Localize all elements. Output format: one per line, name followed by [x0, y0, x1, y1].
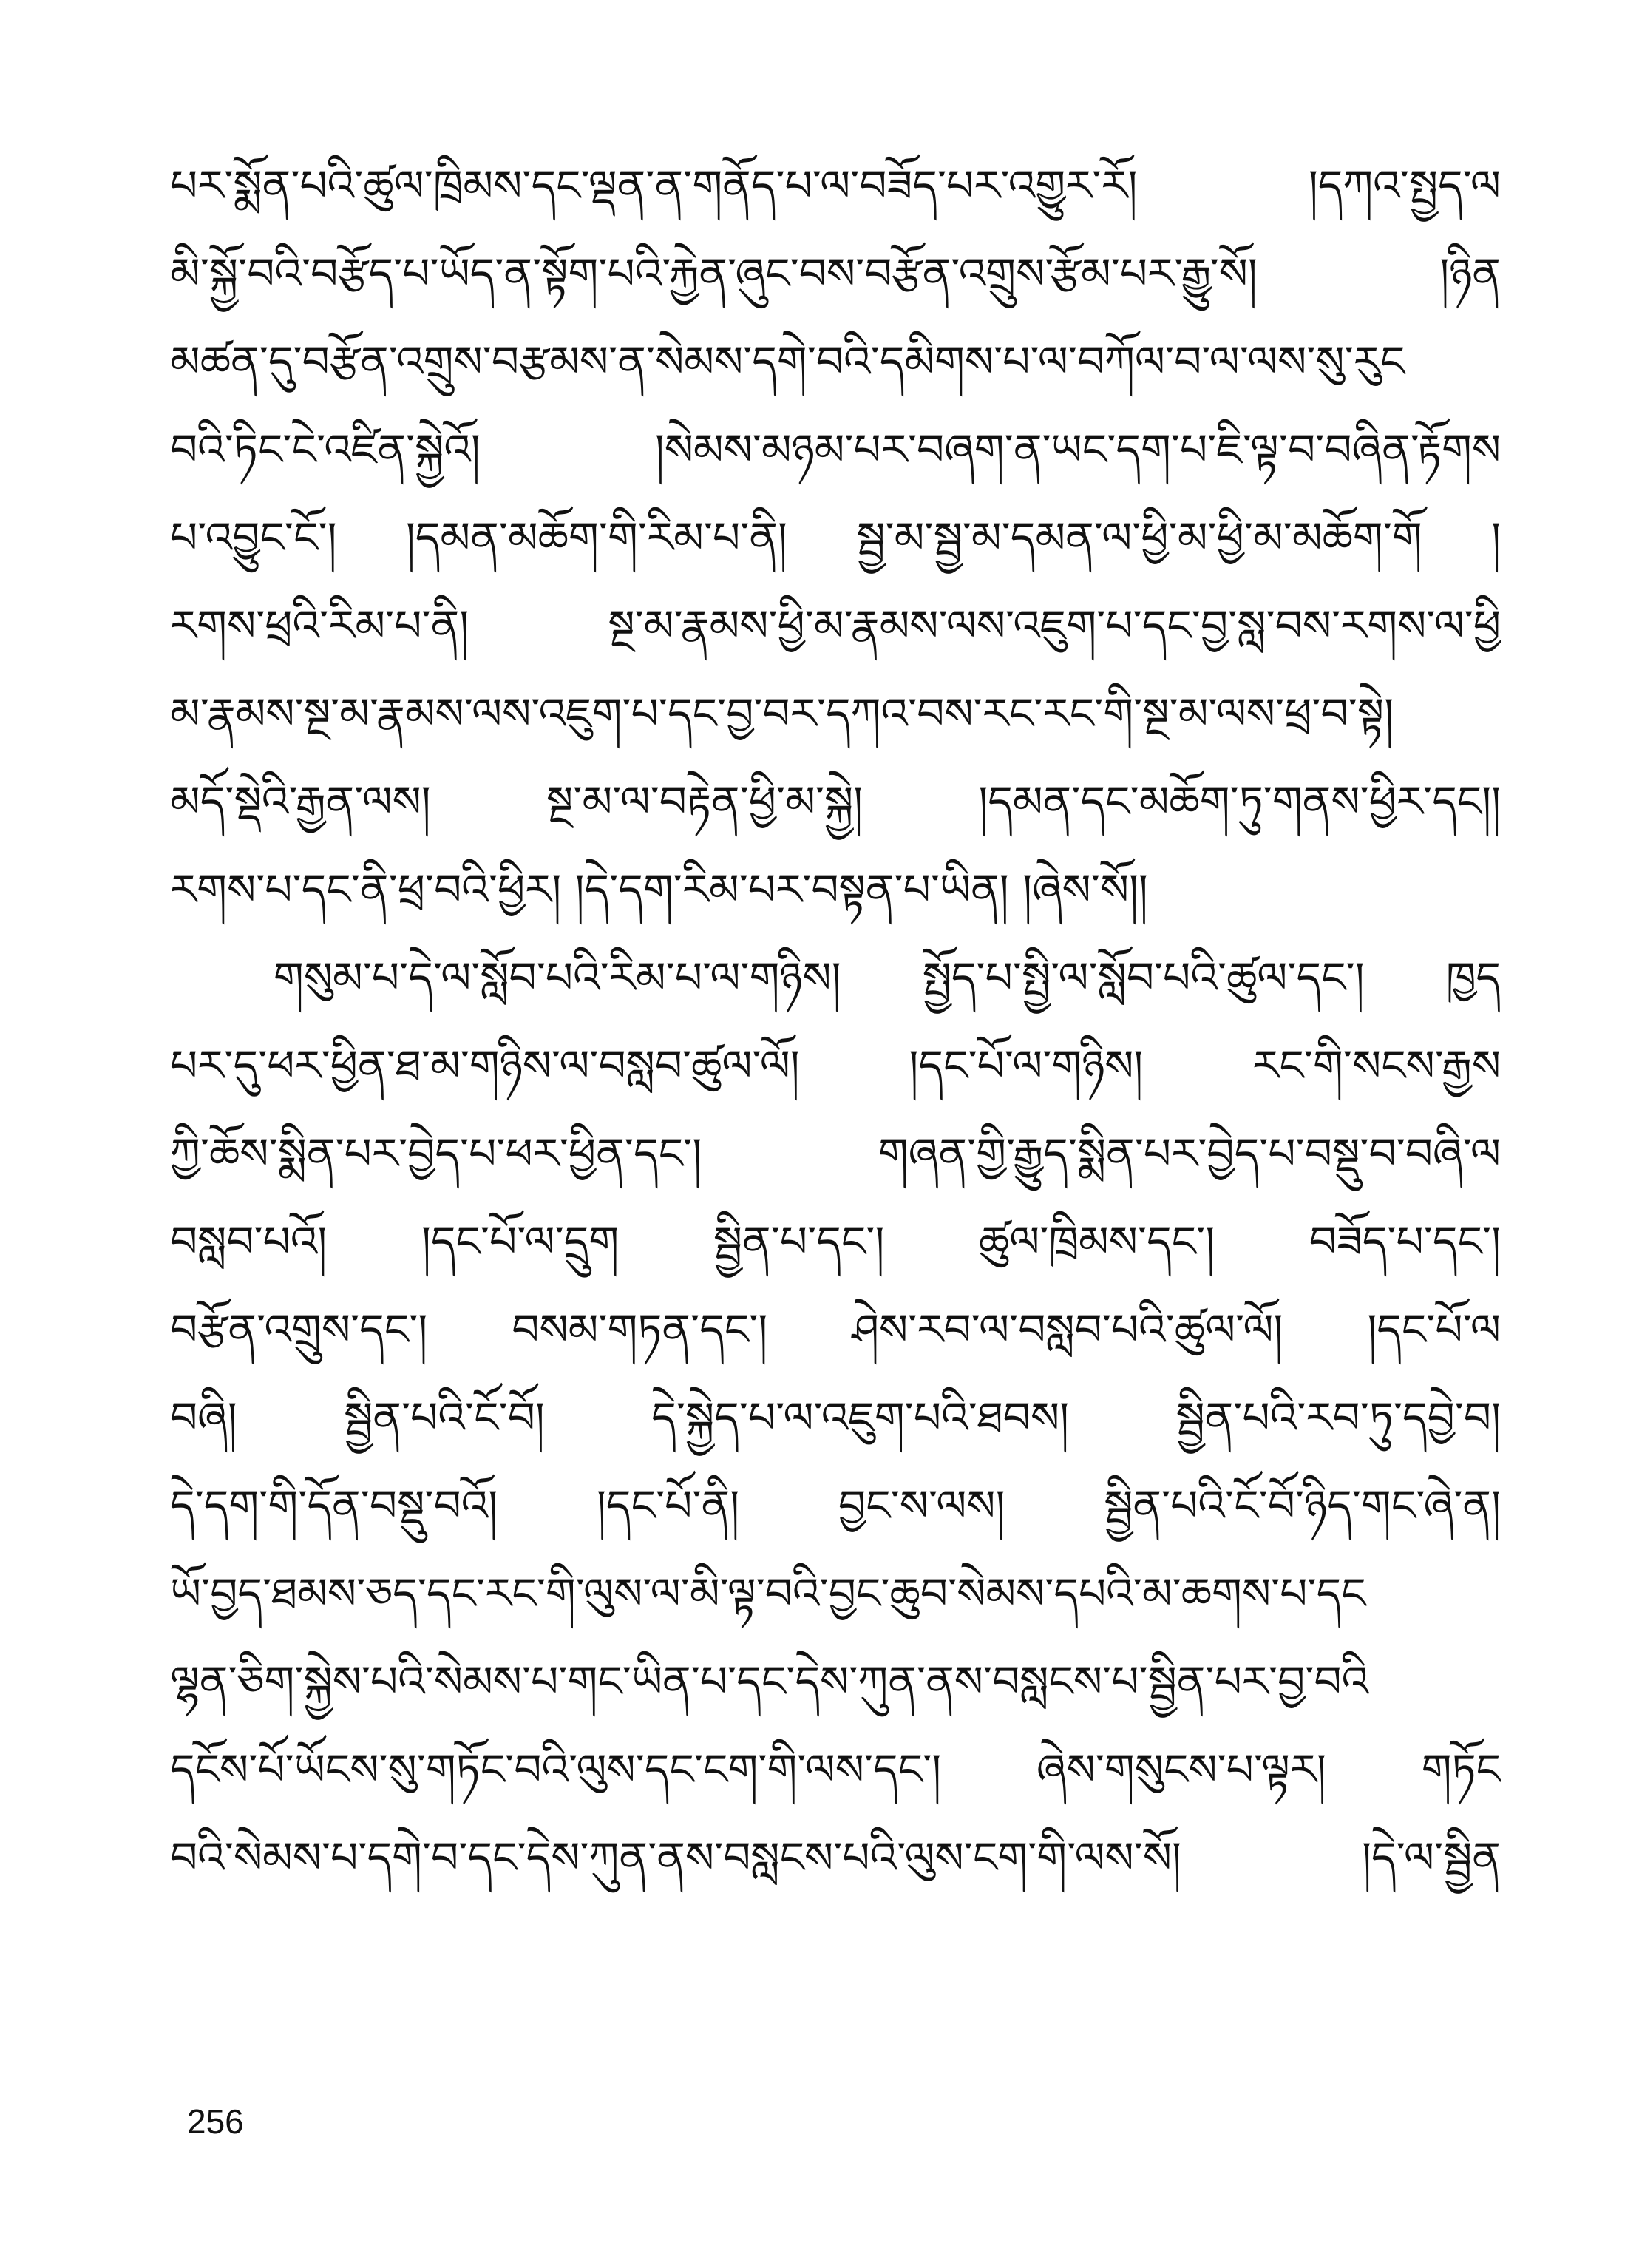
- text-line: པར་དུ་ཕར་ཕྱིན་ཐ་མ་གཉིས་ལ་བསླབ་ཚུལ་ལོ། །དང་པོ་ལ་གཉིས། རང་གི་སངས་རྒྱས: [170, 1040, 1501, 1091]
- text-line: རགས་པ་དང་ནི་ཕྲ་བའི་ཕྱིར། །དེ་དག་རིམ་པར་བསྟན་པ་ཡིན། །ཞེས་སོ།།: [170, 864, 1148, 915]
- text-line: མ་རྣམས་སྔ་མ་རྣམས་ལས་འཇུག་པ་དང་བྱ་བར་དཀའ་བས་རང་རང་གི་སྔ་མ་ལས་ཕྲ་བ་སྟེ།: [170, 688, 1394, 739]
- paragraph-start-line: གསུམ་པ་དེ་ལ་སློབ་པའི་རིམ་པ་ལ་གཉིས། སྤྱོད་པ་སྤྱི་ལ་སློབ་པའི་ཚུལ་དང་། ཁྱད: [274, 952, 1501, 1003]
- text-line: མི་སྐྱོ་བའི་བརྩོད་པ་ཡོད་ན་སྟོག་པའི་རྐྱེན་ཞུང་བས་བརྩོན་འགྲུས་རྩོམ་པར་རྒྱུ་སོ། །ཉིན: [170, 248, 1501, 299]
- text-line: མཚན་དུ་བརྩོན་འགྲུས་བརྩམས་ན་སེམས་དགེ་བའི་དམིགས་པ་ལ་བཀོལ་བ་ལ་ལས་སུ་རུང: [170, 336, 1405, 387]
- text-line: བཞི། སྦྱིན་པའི་ངོ་བོ། དེ་སྐྱེད་པ་ལ་འཇུག་པའི་ཐབས། སྦྱིན་པའི་རབ་ཏུ་དབྱེ་བ།: [170, 1392, 1501, 1443]
- text-line: བའི་ཏིང་ངེ་འཛིན་སྐྱེའོ། །སེམས་མཉམ་པར་བཞག་ན་ཡང་དག་པ་ཇི་ལྟ་བ་བཞིན་རྟོགས: [170, 424, 1501, 475]
- text-line: མདོ་སྡེའི་རྒྱན་ལས། སྔ་མ་ལ་བརྟེན་ཕྱི་མ་སྐྱེ། །དམན་དང་མཆོག་ཏུ་གནས་ཕྱིར་དང།།: [170, 776, 1501, 827]
- text-line: བརྩོན་འགྲུས་དང་། བསམ་གཏན་དང་། ཤེས་རབ་ལ་བསླབ་པའི་ཚུལ་ལོ། །དང་པོ་ལ: [170, 1304, 1501, 1355]
- text-line: བསླབ་པའོ། །དང་པོ་ལ་དྲུག སྦྱིན་པ་དང་། ཚུལ་ཁྲིམས་དང་། བཟོད་པ་དང་།: [170, 1216, 1501, 1267]
- text-line: རགས་ཕྲའི་རིམ་པ་ནི། སྔ་མ་རྣམས་ཕྱི་མ་རྣམས་ལས་འཇུག་པ་དང་བྱ་སླ་བས་རགས་ལ་ཕྱི: [170, 600, 1501, 651]
- page-number: 256: [187, 2102, 244, 2141]
- text-line: པར་སྨོན་པའི་ཚུལ་ཁྲིམས་དང་ལྡན་ན་གནོད་པ་ལ་བཟོད་པར་འགྱུར་རོ། །དཀའ་སྤྱད་ལ: [170, 160, 1501, 211]
- text-line: ཡོ་བྱད་ཐམས་ཅད་དང་རང་གི་ལུས་ལ་མི་ལྟ་བའི་བྱང་ཆུབ་སེམས་དཔའི་མ་ཆགས་པ་དང: [170, 1568, 1366, 1619]
- text-line: ཀྱི་ཆོས་སྨིན་པར་བྱེད་པ་ཕར་ཕྱིན་དང་། གཞན་གྱི་རྒྱུད་སྨིན་པར་བྱེད་པ་བསྡུ་བ་བཞི་ལ: [170, 1128, 1501, 1179]
- text-line: པ་འབྱུང་ངོ་། །དམན་མཆོག་གི་རིམ་པ་ནི། སྦྱ་མ་སྦྱ་མ་དམན་ལ་ཕྱི་མ་ཕྱི་མ་མཆོག་གོ །: [170, 512, 1501, 563]
- text-line: དངོས་པོ་ཡོངས་སུ་གཏོང་བའི་ལུས་དང་ངག་གི་ལས་དང་། ཞེས་གསུངས་པ་ལྟར། གཏོང: [170, 1744, 1501, 1795]
- text-line: དེ་དག་གི་དོན་བསྡུ་བའོ། །དང་པོ་ནི། བྱང་ས་ལས། སྦྱིན་པའི་ངོ་བོ་ཉིད་གང་ཞེ་ན།: [170, 1480, 1501, 1531]
- body-text: [170, 142, 1501, 1902]
- text-line: བའི་སེམས་པ་དགེ་བ་དང་དེས་ཀུན་ནས་བསླངས་པའི་ལུས་ངག་གི་ལས་སོ། །དེ་ལ་སྦྱིན: [170, 1832, 1501, 1883]
- text-line: ལྷན་ཅིག་སྐྱེས་པའི་སེམས་པ་གང་ཡིན་པ་དང་དེས་ཀུན་ནས་བསླངས་པ་སྦྱིན་པར་བྱ་བའི: [170, 1656, 1369, 1707]
